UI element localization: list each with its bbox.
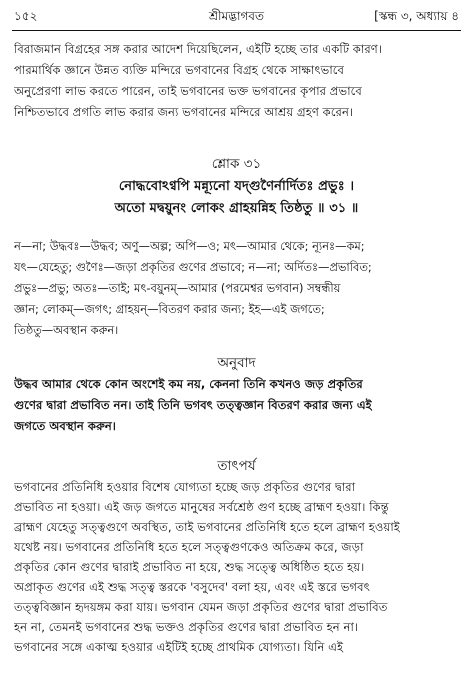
purport-line: প্রকৃতির কোন গুণের দ্বারাই প্রভাবিত না হয়ে, শুদ্ধ সত্ত্বে অধিষ্ঠিত হতে হয়। bbox=[14, 560, 365, 574]
synonym-line: যৎ—যেহেতু; গুণৈঃ—জড়া প্রকৃতির গুণের প্রভাবে; ন—না; অর্দিতঃ—প্রভাবিত; bbox=[14, 260, 372, 274]
synonym-line: জ্ঞান; লোকম্—জগৎ; গ্রাহয়ন্—বিতরণ করার জন্য; ইহ—এই জগতে; bbox=[14, 302, 325, 316]
text-line: বিরাজমান বিগ্রহের সঙ্গ করার আদেশ দিয়েছিলেন, এইটি হচ্ছে তার একটি কারণ। bbox=[14, 42, 383, 56]
intro-paragraph bbox=[14, 39, 459, 123]
text-line: নিশ্চিতভাবে প্রগতি লাভ করার জন্য ভগবানের মন্দিরে আশ্রয় গ্রহণ করেন। bbox=[14, 105, 354, 119]
purport-line: অপ্রাকৃত গুণের এই শুদ্ধ সত্ত্ব স্তরকে 'বসুদেব' বলা হয়, এবং এই স্তরে ভগবৎ bbox=[14, 580, 370, 594]
purport-line: ব্রাহ্মণ যেহেতু সত্ত্বগুণে অবস্থিত, তাই ভগবানের প্রতিনিধি হতে হলে ব্রাহ্মণ হওয়াই bbox=[14, 520, 400, 534]
synonym-line: তিষ্ঠতু—অবস্থান করুন। bbox=[14, 323, 119, 337]
text-line: অনুপ্রেরণা লাভ করতে পারেন, তাই ভগবানের ভক্ত ভগবানের কৃপার প্রভাবে bbox=[14, 84, 362, 98]
verse-heading: শ্লোক ৩১ bbox=[211, 156, 262, 172]
header-rule bbox=[12, 30, 461, 31]
verse-line: অতো মদ্বয়ুনং লোকং গ্রাহয়ন্নিহ তিষ্ঠতু ॥ ৩১ ॥ bbox=[114, 201, 359, 216]
purport-block bbox=[14, 455, 459, 657]
text-line: পারমার্থিক জ্ঞানে উন্নত ব্যক্তি মন্দিরে ভগবানের বিগ্রহ থেকে সাক্ষাৎভাবে bbox=[14, 63, 344, 77]
book-title: শ্রীমদ্ভাগবত bbox=[208, 9, 264, 23]
translation-line: উদ্ধব আমার থেকে কোন অংশেই কম নয়, কেননা তিনি কখনও জড় প্রকৃতির bbox=[14, 377, 363, 391]
purport-line: হন না, তেমনই ভগবানের শুদ্ধ ভক্তও প্রকৃতির গুণের দ্বারা প্রভাবিত হন না। bbox=[14, 620, 359, 634]
purport-heading: তাৎপর্য bbox=[217, 458, 256, 474]
synonyms-block bbox=[14, 236, 459, 341]
translation-block bbox=[14, 352, 459, 437]
purport-line: যথেষ্ট নয়। ভগবানের প্রতিনিধি হতে হলে সত্ত্বগুণকেও অতিক্রম করে, জড়া bbox=[14, 540, 364, 554]
translation-line: জগতে অবস্থান করুন। bbox=[14, 419, 116, 433]
verse-line: নোদ্ধবোঽণ্বপি মন্ন্যূনো যদ্‌গুণৈর্নার্দিতঃ প্রভুঃ । bbox=[118, 179, 355, 194]
page-header bbox=[14, 8, 459, 26]
synonym-line: ন—না; উদ্ধবঃ—উদ্ধব; অণু—অল্প; অপি—ও; মৎ—আমার থেকে; ন্যূনঃ—কম; bbox=[14, 239, 365, 253]
page-number: ১৫২ bbox=[14, 9, 38, 23]
purport-line: ভগবানের সঙ্গে একাত্ম হওয়ার এইটিই হচ্ছে প্রাথমিক যোগ্যতা। যিনি এই bbox=[14, 640, 344, 654]
canto-chapter: [স্কন্ধ ৩, অধ্যায় ৪ bbox=[374, 9, 459, 23]
translation-heading: অনুবাদ bbox=[217, 355, 256, 371]
verse-block bbox=[14, 152, 459, 220]
purport-line: ভগবানের প্রতিনিধি হওয়ার বিশেষ যোগ্যতা হচ্ছে জড় প্রকৃতির গুণের দ্বারা bbox=[14, 480, 356, 494]
purport-line: প্রভাবিত না হওয়া। এই জড় জগতে মানুষের সর্বশ্রেষ্ঠ গুণ হচ্ছে ব্রাহ্মণ হওয়া। কিন্তু bbox=[14, 500, 389, 514]
synonym-line: প্রভুঃ—প্রভু; অতঃ—তাই; মৎ-বয়ুনম্—আমার (পরমেশ্বর ভগবান) সম্বন্ধীয় bbox=[14, 281, 341, 295]
translation-line: গুণের দ্বারা প্রভাবিত নন। তাই তিনি ভগবৎ তত্ত্বজ্ঞান বিতরণ করার জন্য এই bbox=[14, 398, 372, 412]
purport-line: তত্ত্ববিজ্ঞান হৃদয়ঙ্গম করা যায়। ভগবান যেমন জড়া প্রকৃতির গুণের দ্বারা প্রভাবিত bbox=[14, 600, 388, 614]
